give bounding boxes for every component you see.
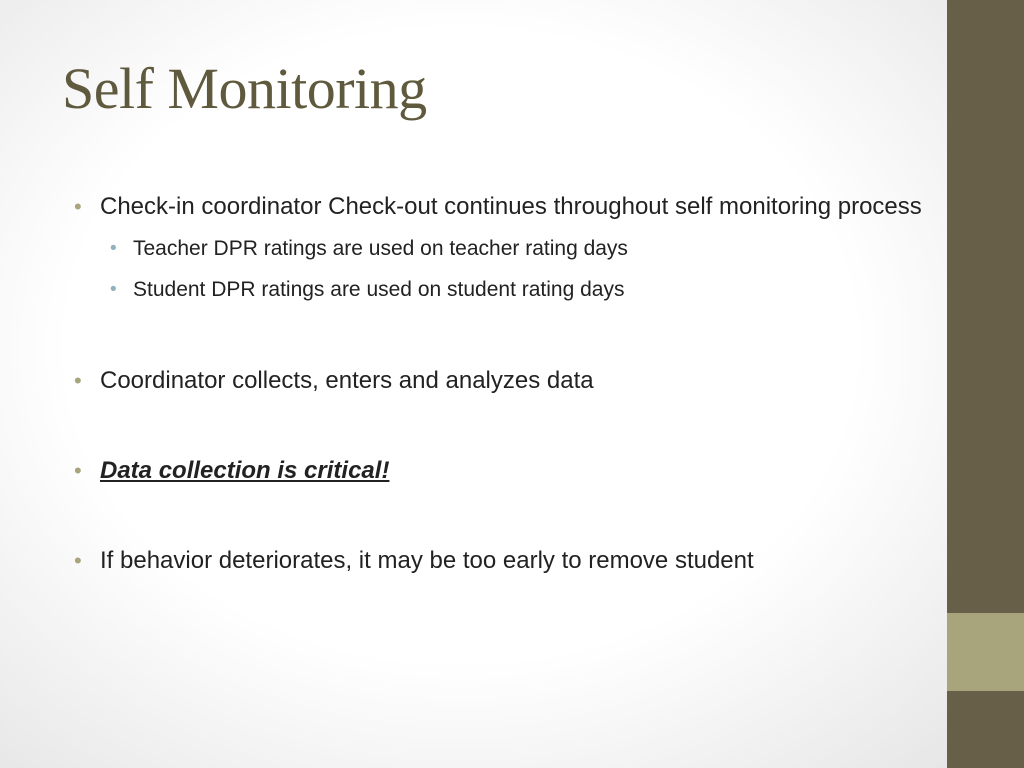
bullet-dot-icon: • (74, 548, 82, 573)
bullet-dot-icon: • (74, 368, 82, 393)
emphasized-bullet-text: Data collection is critical! (100, 457, 390, 484)
bullet-text: If behavior deteriorates, it may be too early to remove student (100, 547, 754, 574)
bullet-item (70, 188, 930, 310)
sub-bullet-text: Teacher DPR ratings are used on teacher rating days (133, 237, 628, 260)
sub-bullet-dot-icon: • (110, 279, 117, 300)
sub-bullet-list (100, 228, 930, 310)
bullet-dot-icon: • (74, 458, 82, 483)
bullet-item (70, 542, 930, 579)
sub-bullet-text: Student DPR ratings are used on student rating days (133, 278, 625, 301)
bullet-item (70, 452, 930, 489)
bullet-text: Check-in coordinator Check-out continues throughout self monitoring process (100, 193, 922, 220)
bullet-item (70, 362, 930, 399)
sub-bullet-dot-icon: • (110, 238, 117, 259)
bullet-list (70, 188, 930, 579)
sidebar-accent-block (947, 613, 1024, 691)
sub-bullet-item (100, 269, 930, 310)
sub-bullet-item (100, 228, 930, 269)
bullet-text: Coordinator collects, enters and analyzes data (100, 367, 594, 394)
bullet-dot-icon: • (74, 194, 82, 219)
slide-title: Self Monitoring (62, 56, 427, 121)
